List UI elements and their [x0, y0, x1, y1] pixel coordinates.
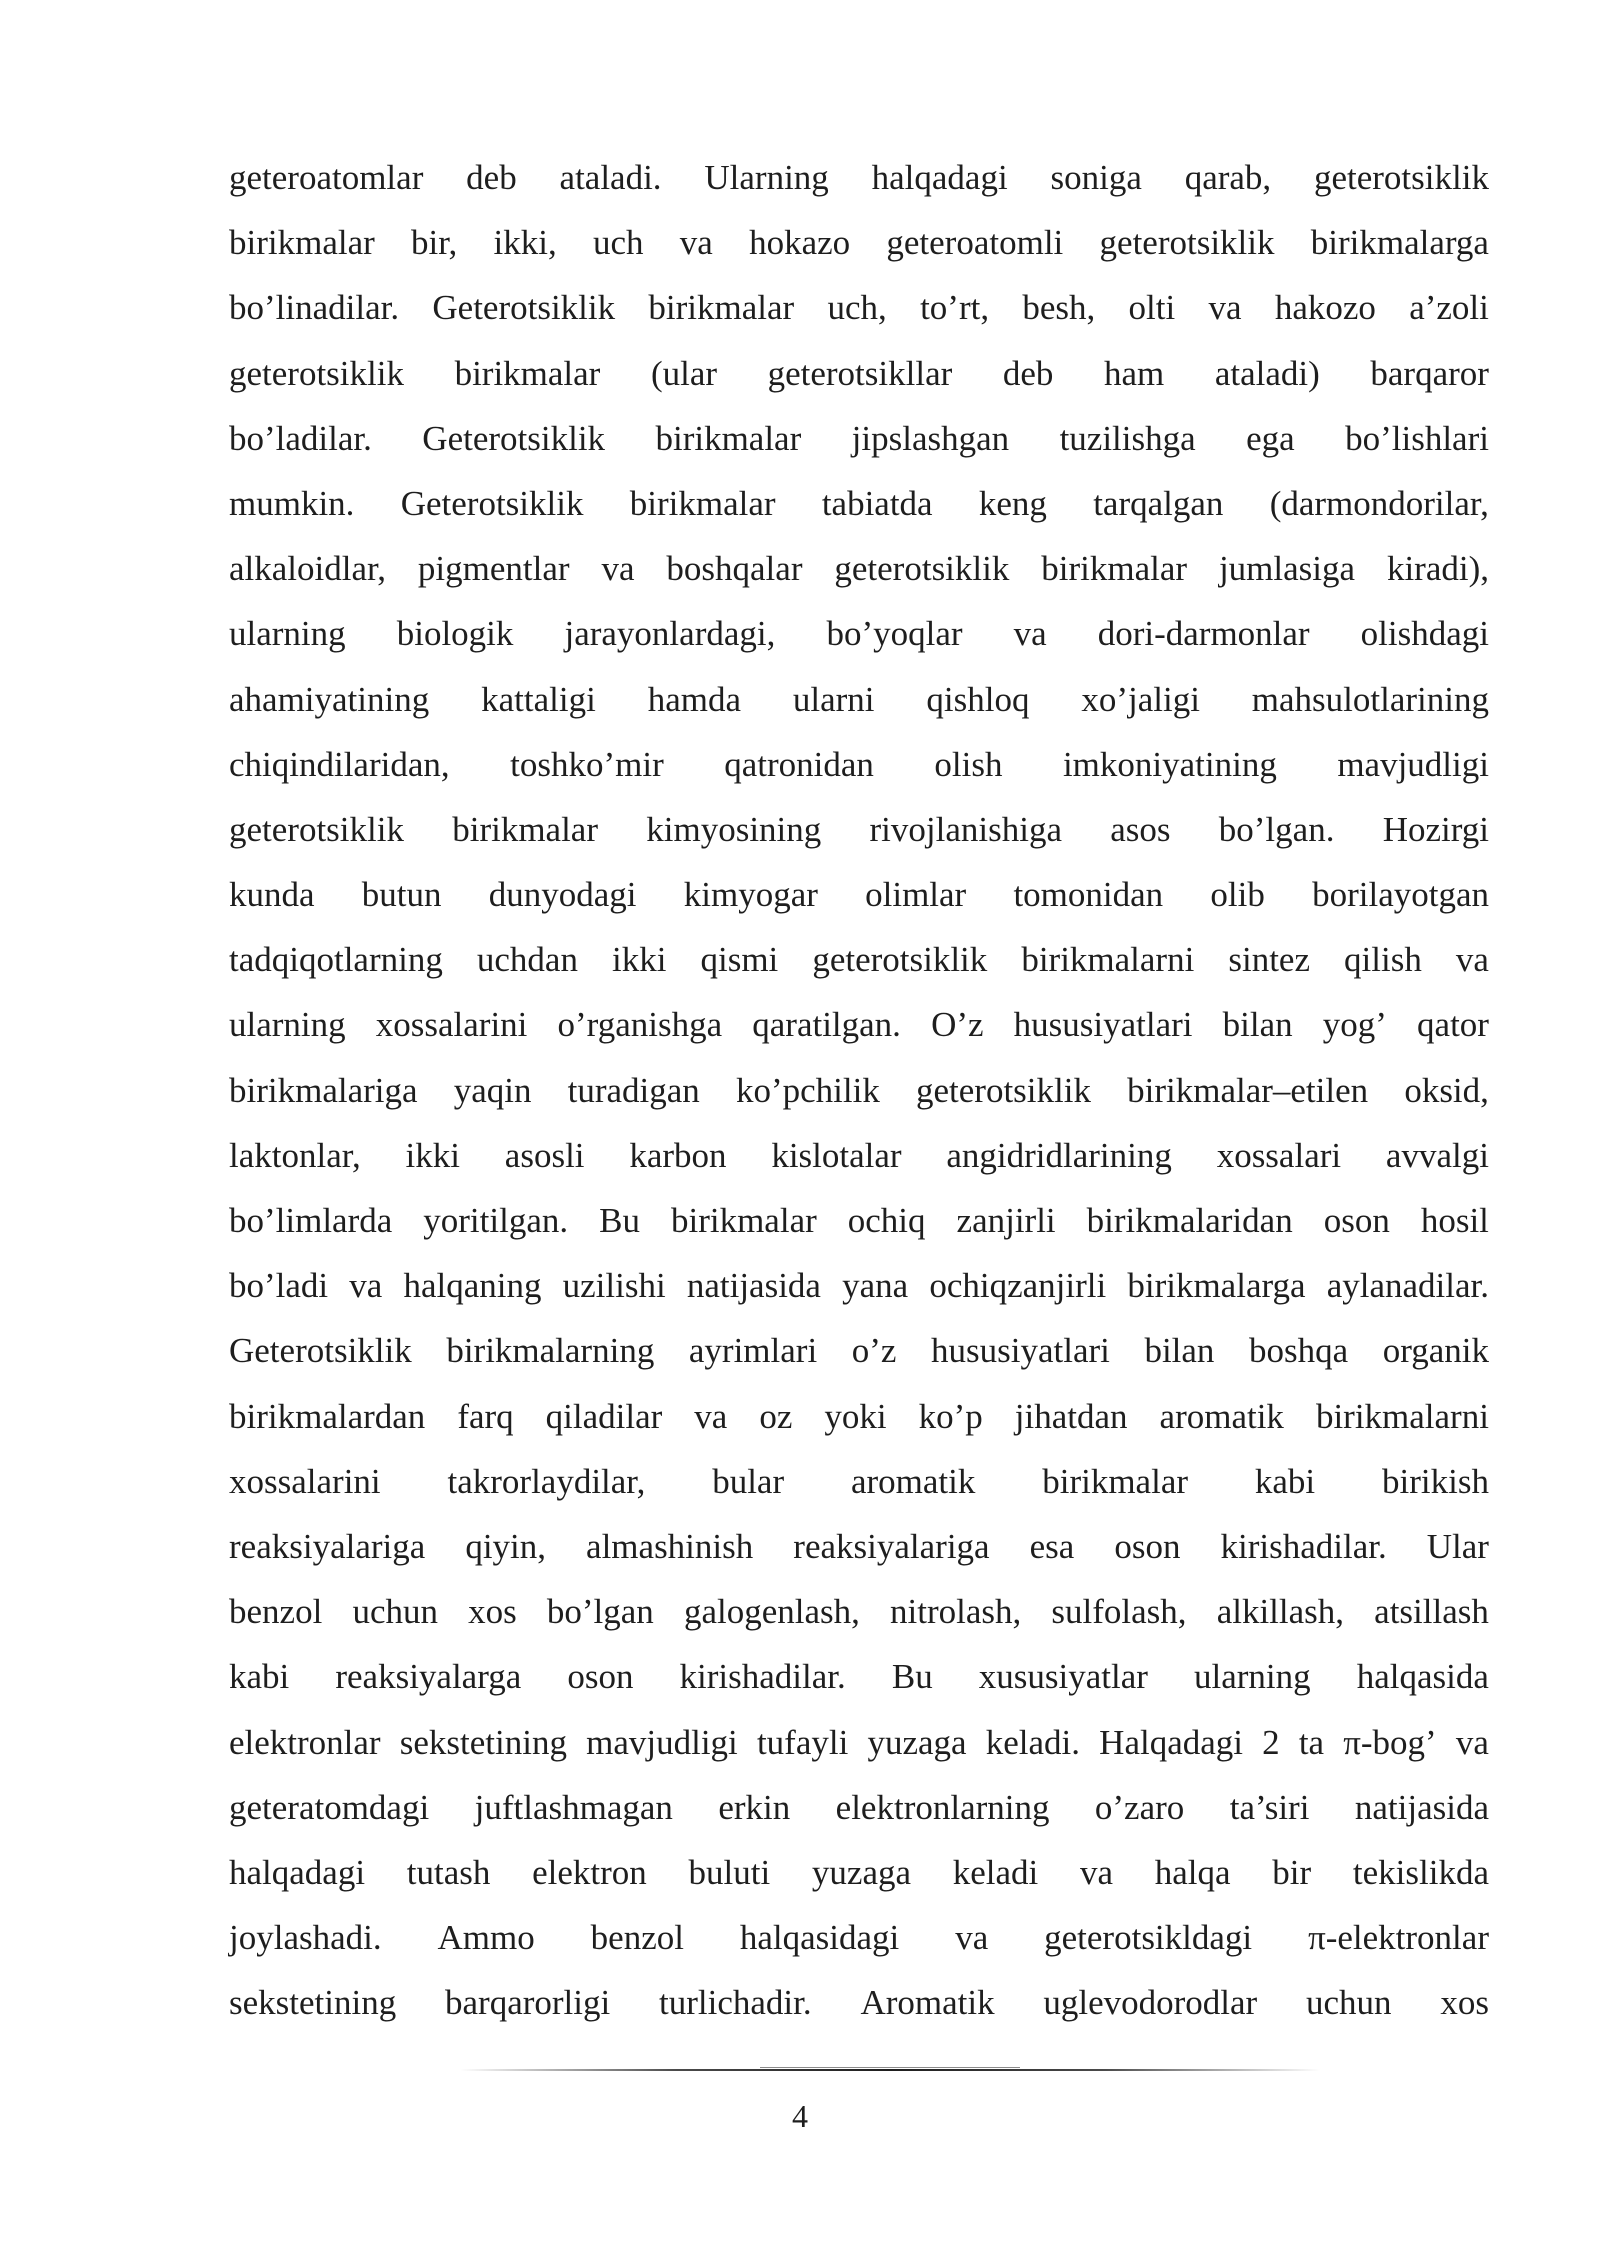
word: birikmalar: [1041, 549, 1188, 589]
word: birikmalar: [452, 809, 598, 849]
word: bo’lgan: [546, 1592, 654, 1632]
text-line: [229, 1128, 1489, 1193]
word: qiyin,: [465, 1526, 547, 1566]
word: kimyogar: [683, 875, 818, 915]
word: va: [694, 1396, 728, 1436]
word: alkillash,: [1216, 1592, 1345, 1632]
word: birikmalar: [454, 353, 601, 393]
word: xos: [468, 1592, 517, 1632]
text-line: [229, 1715, 1489, 1780]
word: hosil: [1420, 1201, 1489, 1240]
text-line: [229, 1910, 1489, 1975]
word: tomonidan: [1013, 875, 1164, 915]
word: imkoniyatining: [1062, 744, 1277, 784]
word: elektron: [532, 1852, 647, 1892]
word: yoki: [824, 1396, 887, 1436]
word: buluti: [688, 1852, 771, 1892]
word: tufayli: [756, 1722, 849, 1762]
word: toshko’mir: [510, 744, 664, 784]
word: halqadagi: [229, 1852, 366, 1892]
word: ochiq: [847, 1201, 926, 1240]
word: ataladi.: [559, 158, 662, 197]
word: va: [1013, 614, 1047, 654]
word: geteroatomlar: [229, 158, 424, 197]
word: bo’lishlari: [1345, 418, 1489, 458]
word: Halqadagi: [1099, 1722, 1243, 1762]
word: geterotsikllar: [767, 353, 953, 393]
word: atsillash: [1374, 1592, 1489, 1632]
word: ikki: [612, 940, 667, 980]
word: olimlar: [865, 875, 967, 915]
word: Geterotsiklik: [400, 483, 584, 523]
word: hamda: [647, 679, 741, 719]
word: natijasida: [1354, 1787, 1489, 1827]
word: birikmalarga: [1127, 1266, 1306, 1306]
word: Ammo: [437, 1918, 535, 1958]
word: oz: [759, 1396, 793, 1436]
word: benzol: [229, 1592, 323, 1632]
word: uchdan: [476, 940, 578, 980]
word: geteratomdagi: [229, 1787, 430, 1827]
word: birikmalar: [648, 288, 795, 328]
text-line: [229, 411, 1489, 476]
word: geterotsiklik: [834, 549, 1010, 589]
word: Aromatik: [860, 1983, 995, 2023]
word: uch: [592, 223, 644, 263]
word: o’zaro: [1094, 1787, 1185, 1827]
word: π-bog’: [1343, 1722, 1437, 1762]
word: to’rt,: [920, 288, 990, 328]
word: joylashadi.: [229, 1918, 382, 1958]
word: ularning: [229, 1005, 346, 1045]
word: keladi.: [985, 1722, 1081, 1762]
word: turlichadir.: [659, 1983, 812, 2023]
word: halqasida: [1356, 1657, 1489, 1697]
word: uzilishi: [562, 1266, 666, 1306]
word: olishdagi: [1360, 614, 1489, 654]
word: va: [1455, 1722, 1489, 1762]
word: qatronidan: [724, 744, 874, 784]
body-text: [229, 150, 1489, 2040]
word: ataladi): [1214, 353, 1320, 393]
word: xo’jaligi: [1081, 679, 1200, 719]
word: elektronlarning: [835, 1787, 1050, 1827]
word: barqaror: [1370, 353, 1489, 393]
word: birikmalar: [1042, 1461, 1189, 1501]
word: xossalarini: [229, 1461, 381, 1501]
word: a’zoli: [1409, 288, 1489, 328]
word: halqadagi: [871, 158, 1008, 197]
word: ham: [1104, 353, 1165, 393]
word: birikmalar: [670, 1201, 817, 1240]
word: bo’yoqlar: [826, 614, 963, 654]
word: yaqin: [453, 1070, 532, 1110]
word: ta: [1298, 1722, 1325, 1762]
word: jumlasiga: [1218, 549, 1356, 589]
word: bilan: [1144, 1331, 1215, 1371]
word: va: [1208, 288, 1242, 328]
text-line: [229, 1649, 1489, 1714]
text-line: [229, 1519, 1489, 1584]
word: organik: [1382, 1331, 1489, 1371]
word: alkaloidlar,: [229, 549, 387, 589]
word: uchun: [1306, 1983, 1392, 2023]
word: hususiyatlari: [931, 1331, 1110, 1371]
word: va: [955, 1918, 989, 1958]
word: Geterotsiklik: [422, 418, 606, 458]
word: bo’linadilar.: [229, 288, 400, 328]
word: Bu: [599, 1201, 640, 1240]
word: xos: [1440, 1983, 1489, 2023]
word: bular: [712, 1461, 785, 1501]
word: geterotsiklik: [916, 1070, 1091, 1110]
word: halqaning: [403, 1266, 542, 1306]
word: birikmalar: [629, 483, 776, 523]
text-line: [229, 476, 1489, 541]
word: bo’limlarda: [229, 1201, 393, 1240]
word: ega: [1246, 418, 1295, 458]
word: aromatik: [1159, 1396, 1284, 1436]
word: olib: [1210, 875, 1265, 915]
word: rivojlanishiga: [869, 809, 1062, 849]
word: va: [679, 223, 713, 263]
word: boshqalar: [666, 549, 803, 589]
word: Hozirgi: [1382, 809, 1489, 849]
word: karbon: [629, 1135, 727, 1175]
word: qiladilar: [545, 1396, 663, 1436]
text-line: [229, 932, 1489, 997]
word: turadigan: [567, 1070, 700, 1110]
word: tekislikda: [1352, 1852, 1489, 1892]
word: dori-darmonlar: [1097, 614, 1310, 654]
word: geterotsiklik: [229, 809, 404, 849]
word: juftlashmagan: [474, 1787, 673, 1827]
word: reaksiyalarga: [335, 1657, 522, 1697]
text-line: [229, 346, 1489, 411]
word: kabi: [1254, 1461, 1316, 1501]
word: boshqa: [1248, 1331, 1349, 1371]
word: qarab,: [1184, 158, 1272, 197]
word: oksid,: [1404, 1070, 1489, 1110]
word: sekstetining: [399, 1722, 567, 1762]
word: birikish: [1382, 1461, 1489, 1501]
word: ularni: [792, 679, 875, 719]
word: oson: [1323, 1201, 1390, 1240]
word: keladi: [952, 1852, 1039, 1892]
word: birikmalardan: [229, 1396, 426, 1436]
text-line: [229, 1584, 1489, 1649]
word: oson: [567, 1657, 634, 1697]
word: borilayotgan: [1312, 875, 1489, 915]
word: benzol: [590, 1918, 684, 1958]
word: kislotalar: [771, 1135, 902, 1175]
word: jarayonlardagi,: [564, 614, 776, 654]
word: geterotsiklik: [229, 353, 404, 393]
text-line: [229, 802, 1489, 867]
text-line: [229, 1845, 1489, 1910]
word: qishloq: [926, 679, 1030, 719]
word: qismi: [700, 940, 779, 980]
word: keng: [978, 483, 1047, 523]
word: sekstetining: [229, 1983, 397, 2023]
word: hususiyatlari: [1013, 1005, 1193, 1045]
word: hakozo: [1274, 288, 1376, 328]
word: birikmalarga: [1310, 223, 1489, 263]
word: asos: [1110, 809, 1171, 849]
word: natijasida: [686, 1266, 821, 1306]
word: xossalari: [1216, 1135, 1342, 1175]
word: avvalgi: [1385, 1135, 1489, 1175]
word: yog’: [1322, 1005, 1387, 1045]
word: kimyosining: [646, 809, 822, 849]
word: kabi: [229, 1657, 290, 1697]
word: birikmalar: [229, 223, 375, 263]
word: ta’siri: [1229, 1787, 1310, 1827]
word: geterotsiklik: [1313, 158, 1489, 197]
word: nitrolash,: [890, 1592, 1022, 1632]
word: uch,: [827, 288, 887, 328]
word: va: [1455, 940, 1489, 980]
text-line: [229, 541, 1489, 606]
word: olti: [1128, 288, 1176, 328]
text-line: [229, 150, 1489, 215]
word: geteroatomli: [886, 223, 1064, 263]
word: tadqiqotlarning: [229, 940, 443, 980]
word: birikmalarning: [446, 1331, 655, 1371]
word: chiqindilaridan,: [229, 744, 450, 784]
word: qilish: [1344, 940, 1422, 980]
word: yana: [842, 1266, 909, 1306]
word: geterotsiklik: [1099, 223, 1275, 263]
word: kirishadilar.: [679, 1657, 846, 1697]
word: ochiqzanjirli: [929, 1266, 1107, 1306]
word: oson: [1114, 1526, 1181, 1566]
word: farq: [457, 1396, 514, 1436]
word: kunda: [229, 875, 315, 915]
word: jipslashgan: [851, 418, 1010, 458]
word: o’z: [851, 1331, 897, 1371]
word: ularning: [229, 614, 346, 654]
word: ko’p: [918, 1396, 983, 1436]
word: geterotsikldagi: [1044, 1918, 1253, 1958]
text-line: [229, 1780, 1489, 1845]
text-line: [229, 1063, 1489, 1128]
word: Geterotsiklik: [229, 1331, 412, 1371]
word: ayrimlari: [688, 1331, 818, 1371]
word: yuzaga: [867, 1722, 967, 1762]
word: esa: [1029, 1526, 1075, 1566]
word: birikmalar–etilen: [1127, 1070, 1369, 1110]
word: birikmalariga: [229, 1070, 418, 1110]
word: barqarorligi: [445, 1983, 611, 2023]
word: ko’pchilik: [735, 1070, 880, 1110]
word: bilan: [1222, 1005, 1293, 1045]
word: reaksiyalariga: [229, 1526, 426, 1566]
word: besh,: [1022, 288, 1096, 328]
word: birikmalar: [655, 418, 802, 458]
word: ularning: [1194, 1657, 1311, 1697]
word: halqa: [1154, 1852, 1231, 1892]
word: halqasidagi: [739, 1918, 900, 1958]
word: Ularning: [704, 158, 829, 197]
word: biologik: [396, 614, 514, 654]
page-number: 4: [792, 2098, 808, 2134]
word: butun: [361, 875, 442, 915]
word: geterotsiklik: [812, 940, 988, 980]
word: xossalarini: [375, 1005, 528, 1045]
text-line: [229, 280, 1489, 345]
word: deb: [466, 158, 517, 197]
word: (ular: [650, 353, 718, 393]
word: va: [601, 549, 635, 589]
word: kiradi),: [1386, 549, 1489, 589]
word: reaksiyalariga: [793, 1526, 990, 1566]
word: erkin: [718, 1787, 791, 1827]
text-line: [229, 606, 1489, 671]
word: sulfolash,: [1051, 1592, 1187, 1632]
word: yuzaga: [811, 1852, 912, 1892]
word: sintez: [1228, 940, 1310, 980]
text-line: [229, 997, 1489, 1062]
word: hokazo: [749, 223, 851, 263]
word: (darmondorilar,: [1269, 483, 1489, 523]
word: 2: [1262, 1722, 1280, 1762]
word: takrorlaydilar,: [447, 1461, 646, 1501]
word: va: [1080, 1852, 1114, 1892]
word: Ular: [1426, 1526, 1489, 1566]
word: birikmalarni: [1021, 940, 1195, 980]
word: kirishadilar.: [1220, 1526, 1387, 1566]
text-line: [229, 1389, 1489, 1454]
word: galogenlash,: [683, 1592, 860, 1632]
word: O’z: [931, 1005, 984, 1045]
word: ikki,: [493, 223, 557, 263]
word: tabiatda: [821, 483, 933, 523]
word: deb: [1002, 353, 1054, 393]
word: mumkin.: [229, 483, 355, 523]
word: tutash: [406, 1852, 491, 1892]
word: Geterotsiklik: [432, 288, 616, 328]
word: zanjirli: [956, 1201, 1056, 1240]
word: Bu: [891, 1657, 933, 1697]
text-line: [229, 1193, 1489, 1258]
word: qator: [1417, 1005, 1489, 1045]
word: angidridlarining: [946, 1135, 1172, 1175]
word: birikmalaridan: [1086, 1201, 1293, 1240]
word: xususiyatlar: [978, 1657, 1148, 1697]
word: elektronlar: [229, 1722, 381, 1762]
word: yoritilgan.: [423, 1201, 569, 1240]
word: mavjudligi: [586, 1722, 738, 1762]
text-line: [229, 1323, 1489, 1388]
footer-divider: [460, 2065, 1320, 2075]
word: qaratilgan.: [752, 1005, 901, 1045]
word: mavjudligi: [1337, 744, 1489, 784]
text-line: [229, 737, 1489, 802]
word: jihatdan: [1014, 1396, 1128, 1436]
word: bo’lgan.: [1218, 809, 1335, 849]
word: bo’ladilar.: [229, 418, 372, 458]
text-line: [229, 215, 1489, 280]
word: bo’ladi: [229, 1266, 329, 1306]
word: birikmalarni: [1315, 1396, 1489, 1436]
word: ikki: [405, 1135, 460, 1175]
word: almashinish: [586, 1526, 754, 1566]
word: laktonlar,: [229, 1135, 361, 1175]
word: olish: [934, 744, 1003, 784]
word: tarqalgan: [1093, 483, 1224, 523]
word: bir: [1272, 1852, 1312, 1892]
text-line: [229, 672, 1489, 737]
word: uchun: [352, 1592, 438, 1632]
word: va: [349, 1266, 383, 1306]
text-line: [229, 1975, 1489, 2040]
word: uglevodorodlar: [1043, 1983, 1258, 2023]
word: π-elektronlar: [1308, 1918, 1489, 1958]
word: mahsulotlarining: [1251, 679, 1489, 719]
word: o’rganishga: [557, 1005, 723, 1045]
word: kattaligi: [481, 679, 596, 719]
text-line: [229, 1454, 1489, 1519]
text-line: [229, 1258, 1489, 1323]
word: bir,: [411, 223, 458, 263]
word: dunyodagi: [488, 875, 637, 915]
word: soniga: [1050, 158, 1142, 197]
word: tuzilishga: [1059, 418, 1196, 458]
word: ahamiyatining: [229, 679, 430, 719]
word: aylanadilar.: [1326, 1266, 1489, 1306]
word: asosli: [504, 1135, 585, 1175]
word: pigmentlar: [417, 549, 570, 589]
word: aromatik: [850, 1461, 976, 1501]
text-line: [229, 867, 1489, 932]
